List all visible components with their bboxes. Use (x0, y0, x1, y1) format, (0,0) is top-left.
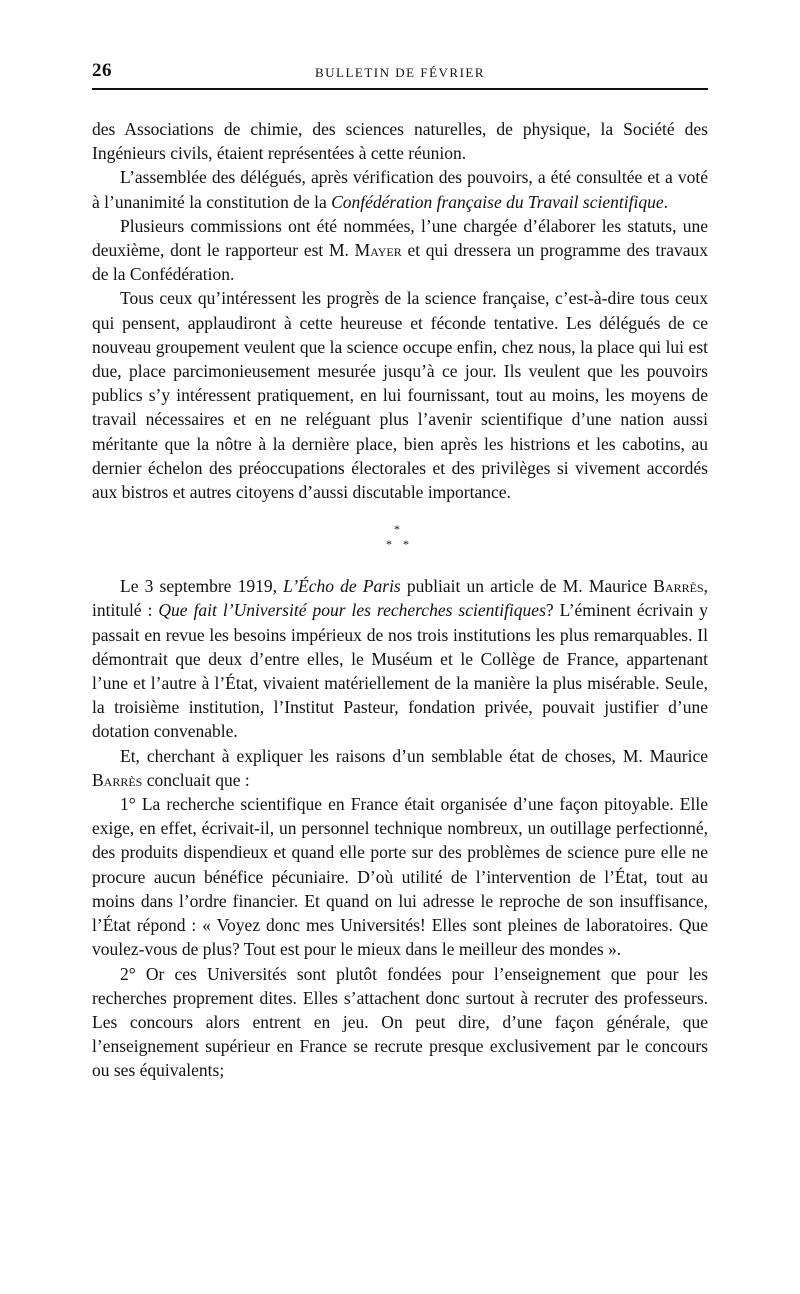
running-title: BULLETIN DE FÉVRIER (314, 65, 486, 80)
page-number: 26 (92, 60, 112, 81)
paragraph: L’assemblée des délégués, après vérification des pouvoirs, a été consultée et a voté à l’unanimité la constitution de la Confédération française du Travail scientifique. (92, 167, 708, 212)
person-name: Barrès (653, 576, 704, 597)
body-text (92, 117, 708, 1083)
asterism-separator (92, 504, 708, 574)
paragraph: Et, cherchant à expliquer les raisons d’un semblable état de choses, M. Maurice Barrès concluait que : (92, 745, 708, 790)
asterism-star: * (386, 537, 392, 552)
asterism-star: * (394, 522, 400, 537)
book-page (92, 60, 708, 1083)
paragraph: des Associations de chimie, des sciences naturelles, de physique, la Société des Ingénieurs civils, étaient représentées à cette réunion. (92, 119, 708, 164)
paragraph: Tous ceux qu’intéressent les progrès de la science française, c’est-à-dire tous ceux qui pensent, applaudiront à cette heureuse et féconde tentative. Les délégués de ce nouveau groupement veulent que la science occupe enfin, chez nous, la place qui lui est due, place parcimonieusement mesurée jusqu’à ce jour. Ils veulent que les pouvoirs publics s’y intéressent pratiquement, en lui fournissant, tout au moins, les moyens de travail nécessaires et en ne reléguant plus l’avenir scientifique d’une nation aussi méritante que la nôtre à la dernière place, bien après les histrions et les cabotins, au dernier échelon des préoccupations électorales et des privilèges si vivement accordés aux bistros et autres citoyens d’aussi discutable importance. (92, 288, 708, 503)
page-header (92, 60, 708, 90)
paragraph: 2° Or ces Universités sont plutôt fondées pour l’enseignement que pour les recherches proprement dites. Elles s’attachent donc surtout à recruter des professeurs. Les concours alors entrent en jeu. On peut dire, d’une façon générale, que l’enseignement supérieur en France se recrute presque exclusivement par le concours ou ses équivalents; (92, 963, 708, 1081)
paragraph: Plusieurs commissions ont été nommées, l’une chargée d’élaborer les statuts, une deuxième, dont le rapporteur est M. Mayer et qui dressera un programme des travaux de la Confédération. (92, 215, 708, 285)
italic-title: Confédération française du Travail scientifique (331, 191, 664, 212)
person-name: Barrès (92, 769, 143, 790)
person-name: Mayer (354, 240, 402, 261)
header-rule (92, 88, 708, 90)
asterism-star: * (403, 537, 409, 552)
italic-title: L’Écho de Paris (283, 576, 401, 597)
italic-title: Que fait l’Université pour les recherches scientifiques (158, 600, 546, 621)
paragraph: Le 3 septembre 1919, L’Écho de Paris publiait un article de M. Maurice Barrès, intitulé : Que fait l’Université pour les recherches scientifiques? L’éminent écrivain y passait en revue les besoins impérieux de nos trois institutions les plus remarquables. Il démontrait que deux d’entre elles, le Muséum et le Collège de France, appartenant l’une et l’autre à l’État, vivaient matériellement de la manière la plus misérable. Seule, la troisième institution, l’Institut Pasteur, fondation privée, pouvait justifier d’une dotation convenable. (92, 576, 709, 742)
paragraph: 1° La recherche scientifique en France était organisée d’une façon pitoyable. Elle exige, en effet, écrivait-il, un personnel technique nombreux, un outillage perfectionné, des produits dispendieux et quand elle porte sur des problèmes de science pure elle ne procure aucun bénéfice pécuniaire. D’où utilité de l’intervention de l’État, tout au moins dans l’ordre financier. Et quand on lui adresse le reproche de son insuffisance, l’État répond : « Voyez donc mes Universités! Elles sont pleines de laboratoires. Que voulez-vous de plus? Tout est pour le mieux dans le meilleur des mondes ». (92, 794, 708, 960)
